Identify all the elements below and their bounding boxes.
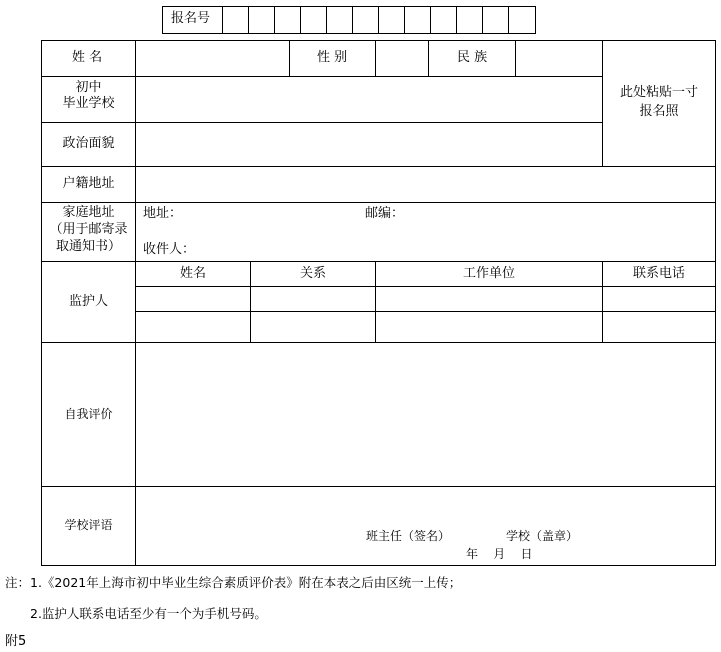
note-1: 注：1.《2021年上海市初中毕业生综合素质评价表》附在本表之后由区统一上传； [5,575,462,590]
hukou-field[interactable] [136,167,715,202]
gender-field[interactable] [376,41,428,76]
home-postcode-label: 邮编： [365,206,405,221]
guardian-row1-employer[interactable] [376,287,602,311]
appendix-label: 附5 [5,634,27,649]
home-address-field[interactable] [185,203,360,225]
school-label-line2: 毕业学校 [62,96,115,112]
registration-number-boxes[interactable] [222,6,535,34]
note-2: 2.监护人联系电话至少有一个为手机号码。 [30,606,267,621]
self-eval-field[interactable] [136,343,715,486]
home-label-line3: 取通知书） [55,238,121,254]
home-label [42,205,135,256]
home-label-line1: 家庭地址 [62,205,115,220]
guardian-row2-relation[interactable] [251,312,375,342]
guardian-label: 监护人 [68,294,108,309]
guardian-col-name: 姓名 [179,266,206,281]
registration-number-label: 报名号 [171,11,211,26]
home-recipient-label: 收件人： [143,242,196,257]
home-recipient-field[interactable] [200,238,500,260]
political-field[interactable] [136,123,602,166]
home-postcode-field[interactable] [405,203,705,225]
school-field[interactable] [136,77,602,122]
photo-area[interactable] [603,41,715,166]
name-label: 姓 名 [72,50,103,65]
ethnicity-field[interactable] [516,41,602,76]
self-eval-label: 自我评价 [64,407,113,421]
school-label-line1: 初中 [75,80,102,95]
guardian-col-employer: 工作单位 [462,266,515,281]
guardian-row1-relation[interactable] [251,287,375,311]
teacher-sign-label: 班主任（签名） [366,529,451,543]
school-comment-label: 学校评语 [64,518,113,532]
guardian-row1-phone[interactable] [603,287,715,311]
gender-label: 性 别 [317,50,348,65]
photo-text-line2: 报名照 [639,104,679,119]
school-label [42,80,135,113]
name-field[interactable] [136,41,289,76]
home-label-line2: （用于邮寄录 [49,221,128,237]
guardian-col-phone: 联系电话 [632,266,685,281]
guardian-row2-phone[interactable] [603,312,715,342]
guardian-col-relation: 关系 [299,266,326,281]
guardian-row2-name[interactable] [136,312,250,342]
hukou-label: 户籍地址 [62,176,115,191]
guardian-row2-employer[interactable] [376,312,602,342]
political-label: 政治面貌 [62,136,115,151]
school-comment-field[interactable] [136,487,715,565]
photo-text-line1: 此处粘贴一寸 [619,85,698,100]
school-seal-label: 学校（盖章） [506,529,579,543]
date-label: 年 月 日 [466,547,533,561]
guardian-row1-name[interactable] [136,287,250,311]
ethnicity-label: 民 族 [457,50,488,65]
home-address-label: 地址： [143,206,183,221]
